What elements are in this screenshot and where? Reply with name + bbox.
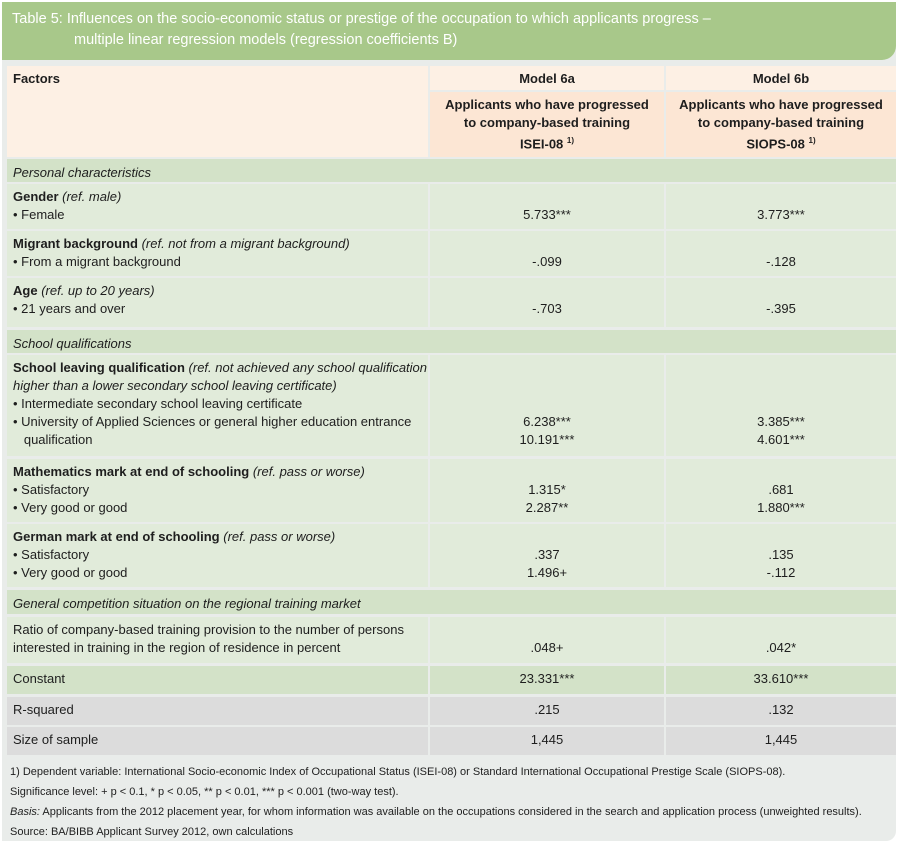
value-6b: 3.773*** [666, 184, 896, 229]
table-row-constant [2, 666, 896, 694]
table-title [2, 2, 896, 60]
table-row-mathematics [2, 459, 896, 522]
table-row-school-leaving-qualification [2, 355, 896, 456]
row-label: Constant [7, 666, 428, 694]
footnote-marker: 1) [566, 136, 575, 145]
value-6b: 1,445 [666, 727, 896, 755]
value-6a: 23.331*** [430, 666, 664, 694]
section-market: General competition situation on the regional training market [2, 590, 896, 614]
footnote-marker: 1) [808, 136, 816, 145]
table-notes [10, 762, 890, 841]
section-personal: Personal characteristics [2, 159, 896, 182]
value-6a: 6.238*** 10.191*** [430, 355, 664, 456]
header-row [2, 66, 896, 90]
source-note: Source: BA/BIBB Applicant Survey 2012, own calculations [10, 826, 294, 838]
model-6b-description: Applicants who have progressed to company-based training SIOPS-08 $^{1)}$ [666, 92, 896, 157]
table-row-sample-size [2, 727, 896, 755]
row-label: Mathematics mark at end of schooling (ref. pass or worse) • Satisfactory • Very good or good [7, 459, 428, 522]
model-6a-header: Model 6a [430, 66, 664, 90]
value-6a: -.099 [430, 231, 664, 276]
value-6b: 3.385*** 4.601*** [666, 355, 896, 456]
row-label: Age (ref. up to 20 years) • 21 years and over [7, 278, 428, 327]
value-6a: 1.315* 2.287** [430, 459, 664, 522]
title-line-2: multiple linear regression models (regression coefficients B) [74, 32, 458, 48]
basis-note: Basis: Applicants from the 2012 placement year, for whom information was available on the occupations considered in the search and application process (unweighted results). [10, 806, 862, 818]
section-school: School qualifications [2, 330, 896, 353]
title-line-1: Table 5: Influences on the socio-economic status or prestige of the occupation to which applicants progress – [12, 11, 711, 27]
value-6a: 1,445 [430, 727, 664, 755]
model-6b-header: Model 6b [666, 66, 896, 90]
row-label: R-squared [7, 697, 428, 725]
footnote-1: 1) Dependent variable: International Socio-economic Index of Occupational Status (ISEI-08) or Standard International Occupational Prestige Scale (SIOPS-08). [10, 766, 786, 778]
value-6b: .042* [666, 617, 896, 663]
value-6b: .132 [666, 697, 896, 725]
significance-note: Significance level: + p < 0.1, * p < 0.05, ** p < 0.01, *** p < 0.001 (two-way test). [10, 786, 399, 798]
table-row-gender [2, 184, 896, 229]
value-6b: .135 -.112 [666, 524, 896, 587]
table-frame [2, 2, 896, 841]
row-label: Migrant background (ref. not from a migrant background) • From a migrant background [7, 231, 428, 276]
value-6b: -.395 [666, 278, 896, 327]
row-label: German mark at end of schooling (ref. pass or worse) • Satisfactory • Very good or good [7, 524, 428, 587]
table-row-ratio [2, 617, 896, 663]
value-6a: -.703 [430, 278, 664, 327]
header-desc-row [2, 92, 896, 157]
row-label: Gender (ref. male) • Female [7, 184, 428, 229]
value-6b: .681 1.880*** [666, 459, 896, 522]
row-label: Ratio of company-based training provision to the number of persons interested in training in the region of residence in percent [7, 617, 428, 663]
factors-header: Factors [7, 66, 428, 157]
value-6a: .337 1.496+ [430, 524, 664, 587]
table-row-german [2, 524, 896, 587]
value-6b: 33.610*** [666, 666, 896, 694]
value-6b: -.128 [666, 231, 896, 276]
value-6a: .048+ [430, 617, 664, 663]
table-row-migrant [2, 231, 896, 276]
model-6a-description: Applicants who have progressed to company-based training ISEI-08 $^{1)}$ [430, 92, 664, 157]
value-6a: .215 [430, 697, 664, 725]
value-6a: 5.733*** [430, 184, 664, 229]
row-label: Size of sample [7, 727, 428, 755]
table-row-r-squared [2, 697, 896, 725]
table-row-age [2, 278, 896, 327]
row-label: School leaving qualification (ref. not achieved any school qualification higher than a lower secondary school leaving certificate) • Intermediate secondary school leaving certificate • University of Applied Sciences or general higher education entrance qualification [7, 355, 428, 456]
